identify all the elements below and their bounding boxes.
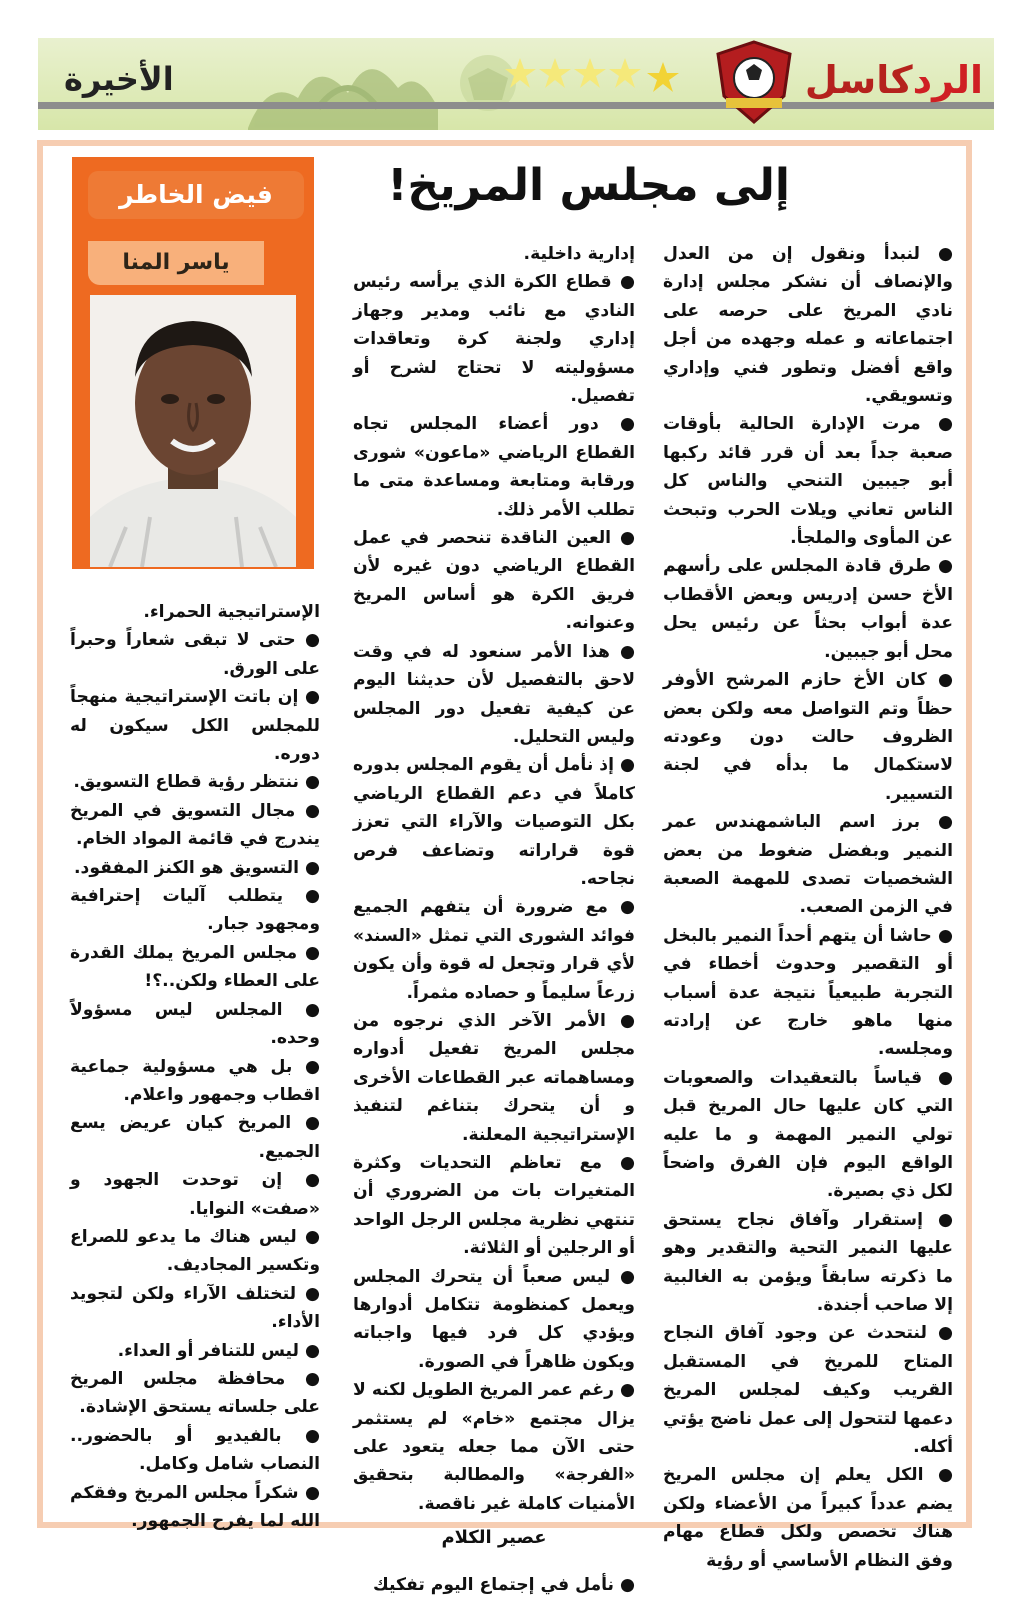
paragraph: الإستراتيجية الحمراء. [143, 602, 320, 622]
paragraph: ● بل هي مسؤولية جماعية اقطاب وجمهور واعلام. [70, 1056, 320, 1105]
paragraph: ● الكل يعلم إن مجلس المريخ يضم عدداً كبيراً من الأعضاء ولكن هناك تخصص ولكل قطاع مهام وفق النظام الأساسي أو رؤية [663, 1465, 953, 1571]
paragraph: ● ليس هناك ما يدعو للصراع وتكسير المجاديف. [70, 1226, 320, 1276]
article-headline: إلى مجلس المريخ! [387, 160, 790, 211]
paragraph: ● لنتحدث عن وجود آفاق النجاح المتاح للمريخ في المستقبل القريب وكيف لمجلس المريخ دعمها لتتحول إلى عمل ناضج يؤتي أكله. [663, 1323, 953, 1458]
paragraph: ● إستقرار وآفاق نجاح يستحق عليها النمير التحية والتقدير وهو ما ذكرته سابقاً ويؤمن به الغالبية إلا صاحب أجندة. [663, 1209, 953, 1316]
paragraph: ● ليس صعباً أن يتحرك المجلس ويعمل كمنظومة تتكامل أدوارها ويؤدي كل فرد فيها واجباته ويكون ظاهراً في الصورة. [353, 1266, 635, 1372]
paragraph: ● الأمر الآخر الذي نرجوه من مجلس المريخ تفعيل أدواره ومساهماته عبر القطاعات الأخرى و أن يتحرك بتناغم لتنفيذ الإستراتيجية المعلنة. [353, 1010, 635, 1145]
masthead-part-b: كاسل [804, 58, 913, 102]
paragraph: ● مرت الإدارة الحالية بأوقات صعبة جداً بعد أن قرر قائد ركبها أبو جيبين التنحي والناس كل الناس تعاني ويلات الحرب وتبحث عن المأوى والملجأ. [663, 414, 953, 549]
column-banner [72, 157, 314, 569]
paragraph: ● مجلس المريخ يملك القدرة على العطاء ولكن..؟! [70, 942, 320, 992]
paragraph: ● ننتظر رؤية قطاع التسويق. [73, 772, 320, 793]
newspaper-masthead [805, 58, 983, 102]
paragraph: ● هذا الأمر سنعود له في وقت لاحق بالتفصيل لأن حديثنا اليوم عن كيفية تفعيل دور المجلس وليس التحليل. [353, 641, 635, 747]
stars-icon [505, 50, 690, 96]
paragraph: ● إن باتت الإستراتيجية منهجاً للمجلس الكل سيكون له دوره. [70, 687, 320, 765]
paragraph: ● شكراً مجلس المريخ وفقكم الله لما يفرح الجمهور. [70, 1482, 320, 1531]
paragraph: ● التسويق هو الكنز المفقود. [74, 857, 320, 878]
paragraph: ● لنبدأ ونقول إن من العدل والإنصاف أن نشكر مجلس إدارة نادي المريخ على حرصه على اجتماعاته و عمله وجهده من أجل واقع أفضل وتطور فني وإداري وتسويقي. [663, 244, 953, 407]
paragraph: ● إذ نأمل أن يقوم المجلس بدوره كاملاً في دعم القطاع الرياضي بكل التوصيات والآراء التي تعزز قوة قراراته وتضاعف فرص نجاحه. [353, 755, 635, 889]
paragraph: ● نأمل في إجتماع اليوم تفكيك [372, 1574, 635, 1595]
paragraph: ● لتختلف الآراء ولكن لتجويد الأداء. [70, 1283, 320, 1333]
author-name: ياسر المنا [88, 241, 264, 285]
paragraph: ● قياساً بالتعقيدات والصعوبات التي كان عليها حال المريخ قبل تولي النمير المهمة و ما عليه الواقع اليوم فإن الفرق واضحاً لكل ذي بصيرة. [663, 1067, 953, 1202]
paragraph: ● العين الناقدة تنحصر في عمل القطاع الرياضي دون غيره لأن فريق الكرة هو أساس المريخ وعنوانه. [353, 528, 635, 634]
paragraph: ● مجال التسويق في المريخ يندرج في قائمة المواد الخام. [70, 800, 320, 850]
paragraph: ● كان الأخ حازم المرشح الأوفر حظاً وتم التواصل معه ولكن بعض الظروف حالت دون وعودته لاستكمال ما بدأه في لجنة التسيير. [663, 670, 953, 804]
column-title: فيض الخاطر [88, 171, 304, 219]
paragraph: ● دور أعضاء المجلس تجاه القطاع الرياضي «ماعون» شورى ورقابة ومتابعة ومساعدة متى ما تطلب الأمر ذلك. [353, 414, 635, 520]
article-column-2 [353, 240, 635, 1599]
paragraph: ● قطاع الكرة الذي يرأسه رئيس النادي مع نائب ومدير وجهاز إداري ولجنة كرة وتعاقدات مسؤوليته لا تحتاج لشرح أو تفصيل. [353, 272, 635, 407]
paragraph: ● حتى لا تبقى شعاراً وحبراً على الورق. [70, 630, 320, 679]
paragraph: ● رغم عمر المريخ الطويل لكنه لا يزال مجتمع «خام» لم يستثمر حتى الآن مما جعله يتعود على «الفرجة» والمطالبة بتحقيق الأمنيات كاملة غير ناقصة. [353, 1380, 635, 1514]
masthead-part-a: الرد [912, 58, 983, 102]
article-column-1 [663, 240, 953, 1575]
header-rule [38, 102, 994, 109]
paragraph: ● بالفيديو أو بالحضور.. النصاب شامل وكامل. [70, 1425, 320, 1475]
article-column-3 [70, 598, 320, 1535]
paragraph: ● مع تعاظم التحديات وكثرة المتغيرات بات من الضروري أن تنتهي نظرية مجلس الرجل الواحد أو الرجلين أو الثلاثة. [353, 1153, 635, 1259]
paragraph: ● برز اسم الباشمهندس عمر النمير وبفضل ضغوط من بعض الشخصيات تصدى للمهمة الصعبة في الزمن الصعب. [663, 812, 953, 918]
paragraph: ● حاشا أن يتهم أحداً النمير بالبخل أو التقصير وحدوث أخطاء في التجربة طبيعياً نتيجة عدة أسباب منها ماهو خارج عن إرادته ومجلسه. [663, 925, 953, 1060]
paragraph: ● مع ضرورة أن يتفهم الجميع فوائد الشورى التي تمثل «السند» لأي قرار وتجعل له قوة وأن يكون زرعاً سليماً و حصاده مثمراً. [353, 897, 635, 1003]
club-crest-icon [714, 40, 794, 124]
paragraph: ● المجلس ليس مسؤولاً وحده. [70, 999, 320, 1049]
paragraph: ● إن توحدت الجهود و «صفت» النوايا. [70, 1170, 320, 1219]
author-portrait-icon [90, 295, 296, 567]
paragraph: ● يتطلب آليات إحترافية ومجهود جبار. [70, 886, 320, 935]
paragraph: ● المريخ كيان عريض يسع الجميع. [70, 1113, 320, 1162]
paragraph: ● طرق قادة المجلس على رأسهم الأخ حسن إدريس وبعض الأقطاب عدة أبواب بحثاً عن رئيس يحل محل أبو جيبين. [663, 556, 953, 662]
section-kicker: عصير الكلام [441, 1527, 547, 1549]
paragraph: إدارية داخلية. [523, 244, 635, 264]
paragraph: ● محافظة مجلس المريخ على جلساته يستحق الإشادة. [70, 1368, 320, 1418]
section-title: الأخيرة [64, 60, 174, 98]
paragraph: ● ليس للتنافر أو العداء. [117, 1340, 320, 1361]
author-photo [90, 295, 296, 567]
